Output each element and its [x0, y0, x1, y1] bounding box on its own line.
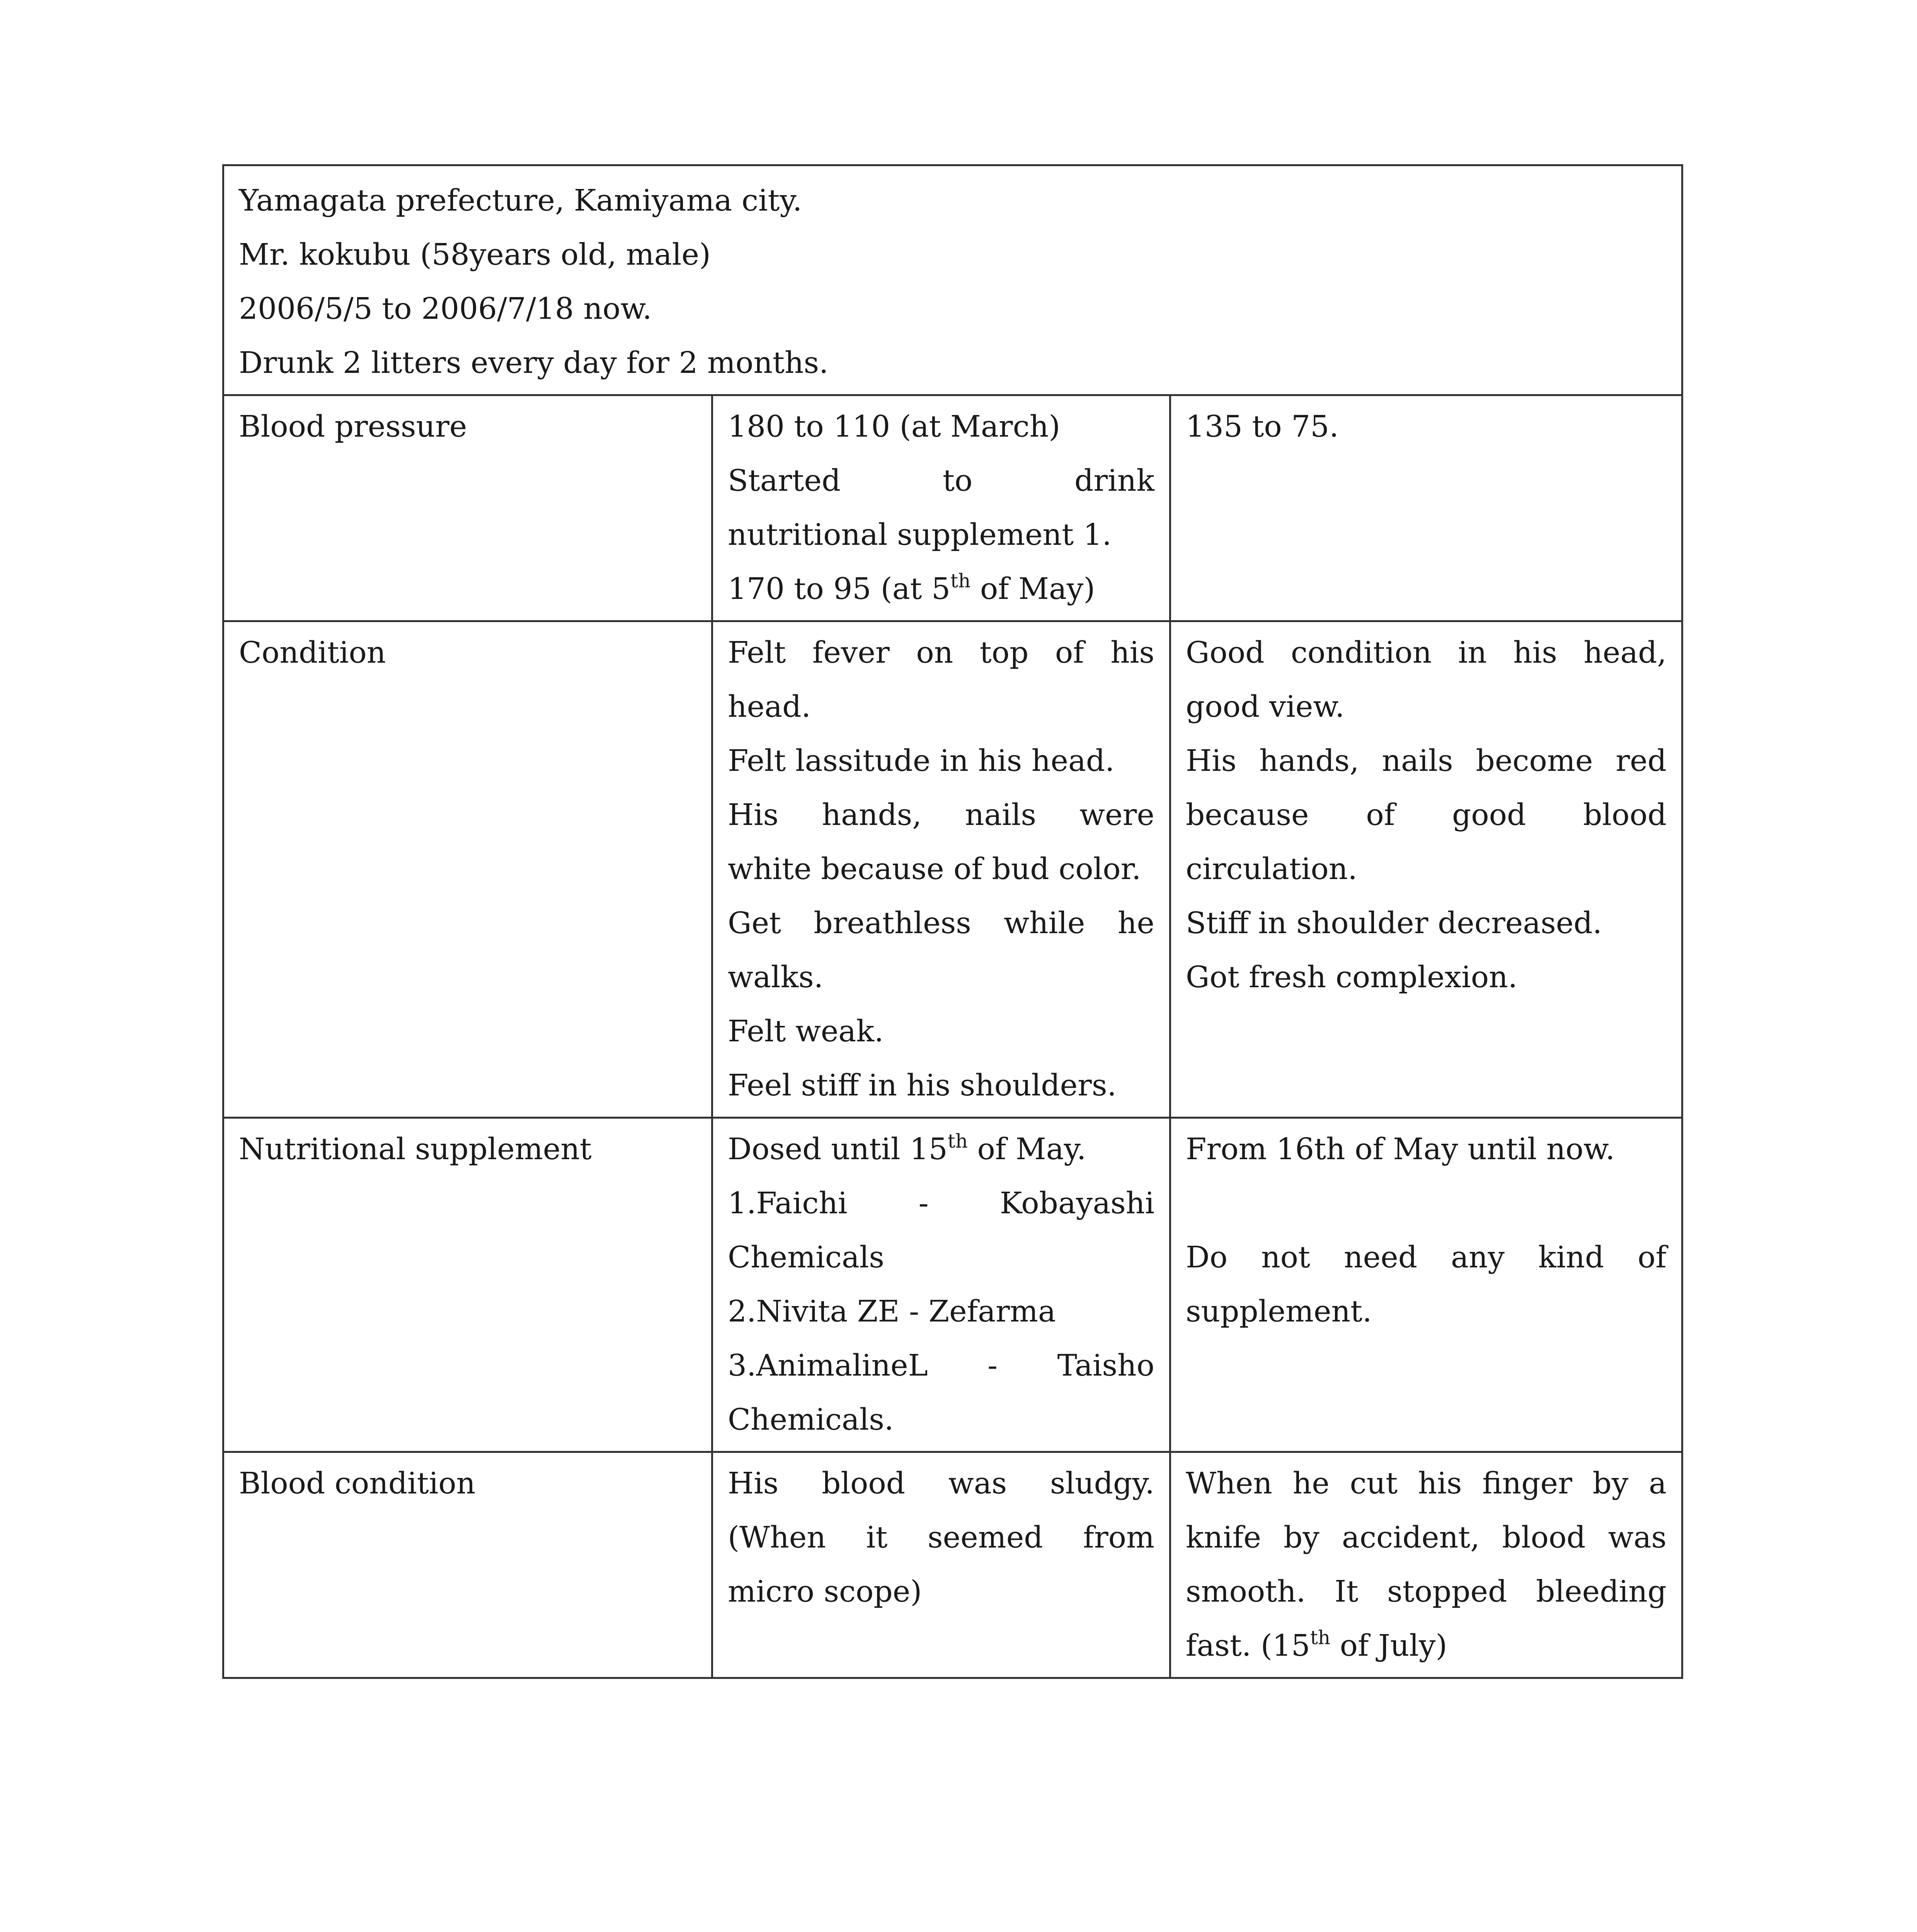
blood-pressure-label-cell: [223, 395, 712, 621]
nutritional-supplement-before-line: 3.AnimalineL - Taisho: [728, 1349, 1154, 1383]
nutritional-supplement-before-line: Chemicals: [728, 1240, 884, 1275]
blood-condition-before-cell: [712, 1452, 1170, 1678]
condition-after-line: Stiff in shoulder decreased.: [1186, 906, 1602, 940]
blood-condition-before-line: His blood was sludgy.: [728, 1466, 1154, 1501]
header-location: Yamagata prefecture, Kamiyama city.: [239, 184, 802, 218]
condition-label: Condition: [239, 636, 386, 670]
nutritional-supplement-after-line: From 16th of May until now.: [1186, 1132, 1615, 1167]
blood-pressure-after-cell: [1170, 395, 1682, 621]
nutritional-supplement-before-cell: [712, 1118, 1170, 1452]
case-header-cell: [223, 165, 1682, 395]
header-row: [223, 165, 1682, 395]
condition-label-cell: [223, 621, 712, 1118]
superscript: th: [1310, 1626, 1331, 1649]
blood-condition-after-line: knife by accident, blood was: [1186, 1520, 1667, 1555]
text-segment: 170 to 95 (at 5: [728, 572, 951, 606]
table-row-blood-condition: [223, 1452, 1682, 1678]
blood-pressure-before-line: Started to drink: [728, 464, 1154, 498]
nutritional-supplement-after-line: Do not need any kind of: [1186, 1240, 1667, 1275]
header-intake: Drunk 2 litters every day for 2 months.: [239, 346, 829, 380]
blood-pressure-after-line: 135 to 75.: [1186, 410, 1339, 444]
blood-condition-before-line: micro scope): [728, 1575, 922, 1609]
blood-pressure-before-line: nutritional supplement 1.: [728, 518, 1112, 552]
blood-pressure-before-cell: [712, 395, 1170, 621]
blood-condition-after-cell: [1170, 1452, 1682, 1678]
case-report-table: [222, 164, 1683, 1679]
superscript: th: [947, 1130, 968, 1152]
blood-condition-after-line: smooth. It stopped bleeding: [1186, 1575, 1667, 1609]
header-patient: Mr. kokubu (58years old, male): [239, 238, 711, 272]
nutritional-supplement-label-cell: [223, 1118, 712, 1452]
condition-before-line: His hands, nails were: [728, 798, 1154, 832]
text-segment: of July): [1330, 1629, 1447, 1663]
table-row-blood-pressure: [223, 395, 1682, 621]
blood-condition-after-line: When he cut his finger by a: [1186, 1466, 1667, 1501]
condition-after-line: good view.: [1186, 690, 1345, 724]
condition-after-line: Got fresh complexion.: [1186, 960, 1518, 995]
nutritional-supplement-after-line: [1186, 1177, 1667, 1231]
condition-after-cell: [1170, 621, 1682, 1118]
condition-before-line: walks.: [728, 960, 824, 995]
blood-condition-before-line: (When it seemed from: [728, 1520, 1154, 1555]
nutritional-supplement-before-line: [728, 1122, 1154, 1177]
case-report-body: [223, 165, 1682, 1678]
header-period: 2006/5/5 to 2006/7/18 now.: [239, 292, 652, 326]
condition-before-line: head.: [728, 690, 811, 724]
text-segment: fast. (15: [1186, 1629, 1310, 1663]
condition-after-line: His hands, nails become red: [1186, 744, 1667, 778]
condition-before-line: white because of bud color.: [728, 852, 1141, 886]
condition-before-cell: [712, 621, 1170, 1118]
blood-condition-label-cell: [223, 1452, 712, 1678]
blood-condition-after-line: [1186, 1619, 1667, 1673]
condition-before-line: Felt weak.: [728, 1014, 884, 1049]
text-segment: of May.: [968, 1132, 1086, 1167]
condition-before-line: Felt lassitude in his head.: [728, 744, 1115, 778]
nutritional-supplement-before-line: 2.Nivita ZE - Zefarma: [728, 1294, 1056, 1329]
condition-before-line: Get breathless while he: [728, 906, 1154, 940]
nutritional-supplement-after-cell: [1170, 1118, 1682, 1452]
text-segment: Dosed until 15: [728, 1132, 948, 1167]
blood-pressure-before-line: [728, 562, 1154, 616]
text-segment: of May): [970, 572, 1095, 606]
condition-after-line: circulation.: [1186, 852, 1357, 886]
condition-before-line: Felt fever on top of his: [728, 636, 1154, 670]
nutritional-supplement-label: Nutritional supplement: [239, 1132, 592, 1167]
condition-after-line: Good condition in his head,: [1186, 636, 1667, 670]
table-row-condition: [223, 621, 1682, 1118]
blood-condition-label: Blood condition: [239, 1466, 476, 1501]
blood-pressure-before-line: 180 to 110 (at March): [728, 410, 1061, 444]
superscript: th: [950, 570, 971, 592]
nutritional-supplement-before-line: Chemicals.: [728, 1403, 894, 1437]
blood-pressure-label: Blood pressure: [239, 410, 467, 444]
nutritional-supplement-after-line: supplement.: [1186, 1294, 1372, 1329]
condition-after-line: because of good blood: [1186, 798, 1667, 832]
table-row-nutritional-supplement: [223, 1118, 1682, 1452]
nutritional-supplement-before-line: 1.Faichi - Kobayashi: [728, 1186, 1154, 1221]
condition-before-line: Feel stiff in his shoulders.: [728, 1068, 1117, 1103]
